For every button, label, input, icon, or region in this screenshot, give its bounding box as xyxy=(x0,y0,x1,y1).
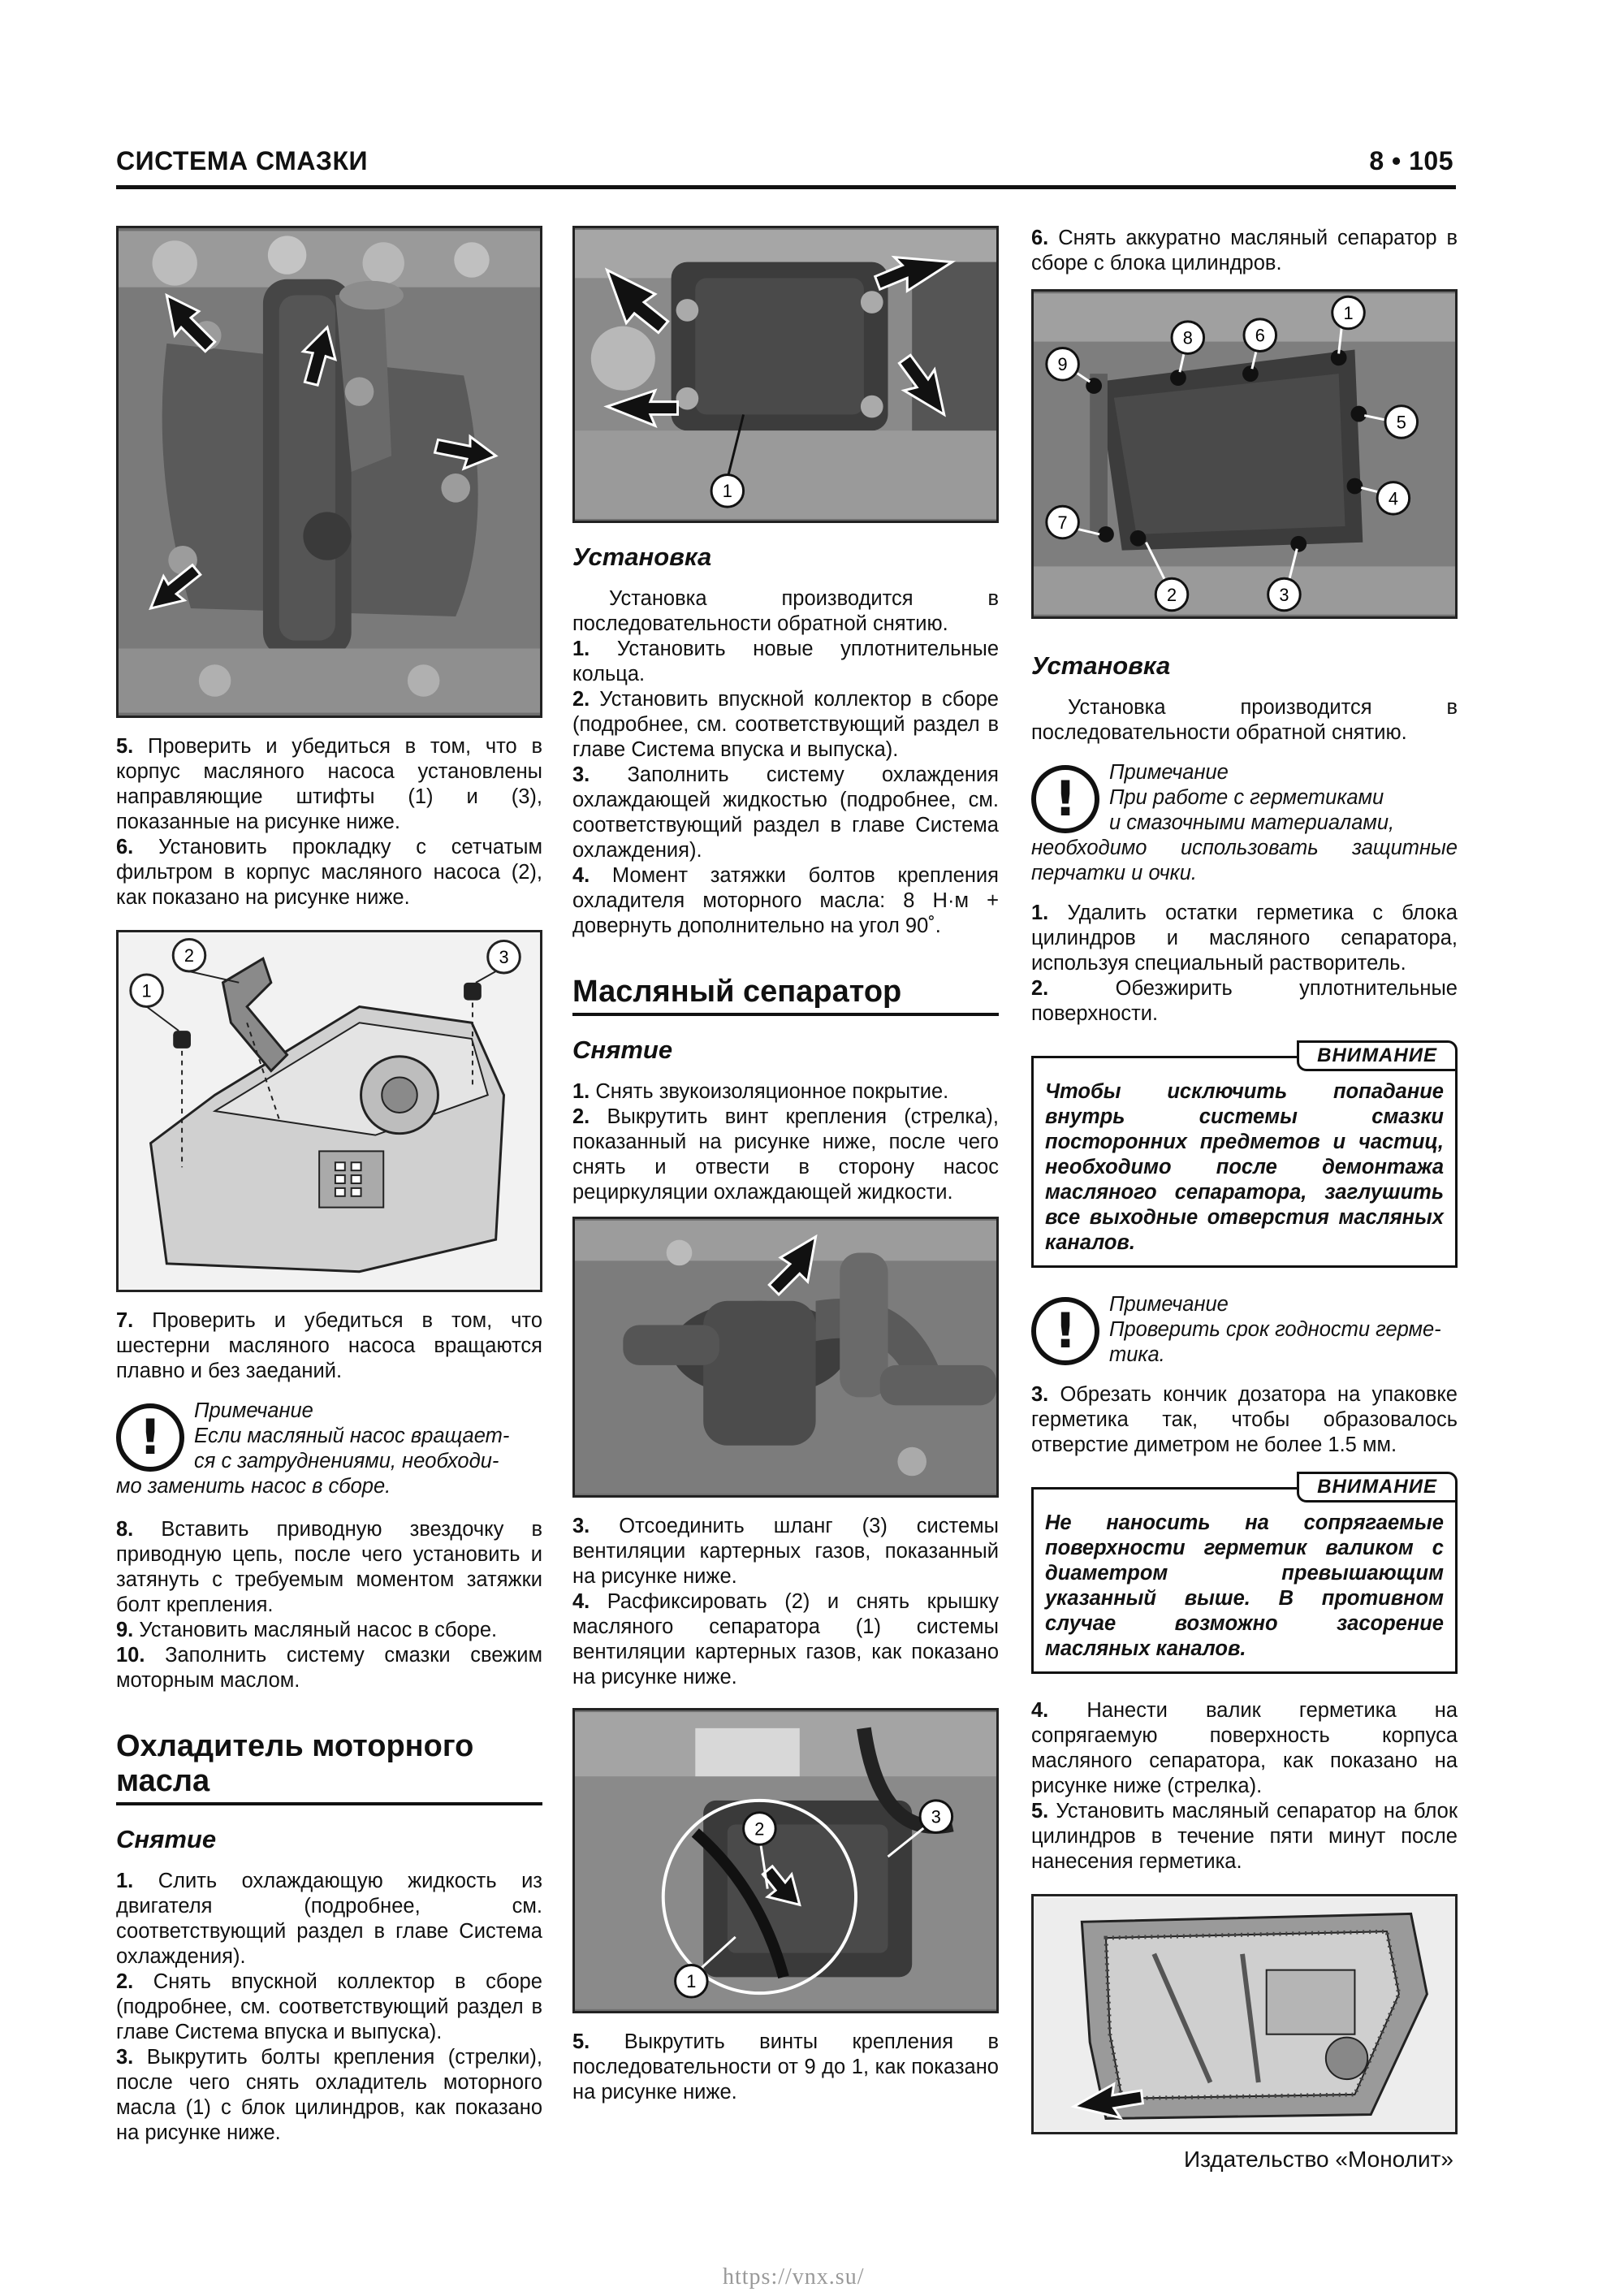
figure-coolant-pump xyxy=(572,1217,999,1498)
figure-sealant-bead xyxy=(1031,1894,1458,2134)
step-number: 2. xyxy=(1031,977,1049,1000)
callout-2: 2 xyxy=(1166,584,1177,605)
install-intro: Установка производится в последовательности обратной снятию. xyxy=(572,587,999,635)
column-2 xyxy=(572,226,999,2105)
step-number: 3. xyxy=(572,763,590,786)
step-number: 2. xyxy=(572,1105,590,1128)
step-text: Установить прокладку с сетчатым фильтром в корпус масляного насоса (2), как показано на рисунке ниже. xyxy=(116,836,542,909)
callout-4: 4 xyxy=(1388,488,1398,509)
step-number: 9. xyxy=(116,1619,134,1641)
step-text: Слить охлаждающую жидкость из двигателя (подробнее, см. соответствующий раздел в главе Система охлаждения). xyxy=(116,1870,542,1968)
step-text: Выкрутить болты крепления (стрелки), после чего снять охладитель моторного масла (1) с блок цилиндров, как показано на рисунке ниже. xyxy=(116,2046,542,2144)
coolant-pump-photo xyxy=(575,1219,996,1495)
callout-3: 3 xyxy=(931,1806,941,1827)
note-line: Если масляный насос вращает- xyxy=(194,1425,510,1447)
step-text: Вставить приводную звездочку в приводную цепь, после чего установить и затянуть с требуемым моментом затяжки болт крепления. xyxy=(116,1518,542,1616)
sealant-bead-drawing xyxy=(1034,1896,1455,2132)
step-text: Отсоединить шланг (3) системы вентиляции картерных газов, показанный на рисунке ниже. xyxy=(572,1515,999,1588)
source-url[interactable]: https://vnx.su/ xyxy=(723,2264,865,2290)
step-number: 3. xyxy=(1031,1383,1049,1406)
step-number: 6. xyxy=(1031,227,1049,249)
step-number: 5. xyxy=(116,735,134,758)
note-title: Примечание xyxy=(194,1399,313,1422)
callout-5: 5 xyxy=(1396,412,1406,433)
callout-2: 2 xyxy=(184,945,195,966)
figure-pump-gasket xyxy=(116,930,542,1292)
exclamation-icon: ! xyxy=(1031,1297,1099,1365)
warning-box xyxy=(1031,1044,1458,1268)
step-text: Нанести валик герметика на сопрягаемую поверхность корпуса масляного сепаратора, как показано на рисунке ниже (стрелка). xyxy=(1031,1699,1458,1797)
publisher-name: Издательство «Монолит» xyxy=(1183,2147,1453,2172)
step-text: Заполнить систему охлаждения охлаждающей жидкостью (подробнее, см. соответствующий раздел в главе Система охлаждения). xyxy=(572,763,999,862)
step-text: Момент затяжки болтов крепления охладителя моторного масла: 8 Н·м + довернуть дополнительно на угол 90˚. xyxy=(572,864,999,937)
step-number: 4. xyxy=(572,864,590,887)
pump-gasket-drawing xyxy=(119,932,540,1290)
callout-8: 8 xyxy=(1182,327,1193,348)
note-line: необходимо использовать защитные перчатки и очки. xyxy=(1031,837,1458,884)
note-line: ся с затруднениями, необходи- xyxy=(194,1450,499,1472)
step-text: Проверить и убедиться в том, что в корпус масляного насоса установлены направляющие штифты (1) и (3), показанные на рисунке ниже. xyxy=(116,735,542,833)
subheading-removal: Снятие xyxy=(116,1825,217,1853)
step-text: Заполнить систему смазки свежим моторным маслом. xyxy=(116,1644,542,1692)
callout-1: 1 xyxy=(722,481,732,502)
step-number: 1. xyxy=(572,1080,590,1103)
install-intro: Установка производится в последовательности обратной снятию. xyxy=(1031,696,1458,744)
figure-separator-cover xyxy=(572,1708,999,2013)
note-box xyxy=(1031,1292,1458,1368)
step-number: 5. xyxy=(572,2030,590,2053)
step-text: Снять впускной коллектор в сборе (подробнее, см. соответствующий раздел в главе Система впуска и выпуска). xyxy=(116,1970,542,2043)
step-text: Установить масляный сепаратор на блок цилиндров в течение пяти минут после нанесения герметика. xyxy=(1031,1800,1458,1873)
section-title: СИСТЕМА СМАЗКИ xyxy=(116,146,368,175)
note-box xyxy=(1031,760,1458,886)
step-number: 2. xyxy=(116,1970,134,1993)
step-number: 8. xyxy=(116,1518,134,1541)
step-number: 1. xyxy=(116,1870,134,1892)
step-text: Установить масляный насос в сборе. xyxy=(133,1619,498,1641)
figure-separator-bolts xyxy=(1031,289,1458,619)
oil-pump-housing-photo xyxy=(119,228,540,716)
page-number: 8 • 105 xyxy=(1369,146,1453,175)
warning-label: ВНИМАНИЕ xyxy=(1297,1472,1458,1503)
step-number: 4. xyxy=(1031,1699,1049,1722)
heading-oil-cooler: Охладитель моторного масла xyxy=(116,1729,542,1805)
heading-oil-separator: Масляный сепаратор xyxy=(572,975,999,1016)
header-rule xyxy=(116,185,1456,189)
step-text: Снять звукоизоляционное покрытие. xyxy=(590,1080,949,1103)
step-text: Установить впускной коллектор в сборе (подробнее, см. соответствующий раздел в главе Система впуска и выпуска). xyxy=(572,688,999,761)
separator-cover-photo xyxy=(575,1710,996,2011)
exclamation-icon: ! xyxy=(1031,765,1099,833)
note-title: Примечание xyxy=(1109,761,1229,784)
column-1 xyxy=(116,226,542,2146)
note-line: Проверить срок годности герме- xyxy=(1109,1318,1441,1341)
step-number: 5. xyxy=(1031,1800,1049,1823)
callout-6: 6 xyxy=(1255,325,1265,346)
callout-9: 9 xyxy=(1057,354,1068,375)
step-text: Выкрутить винт крепления (стрелка), показанный на рисунке ниже, после чего снять и отвести в сторону насос рециркуляции охлаждающей жидкости. xyxy=(572,1105,999,1204)
note-title: Примечание xyxy=(1109,1293,1229,1316)
callout-1: 1 xyxy=(1343,302,1354,323)
callout-3: 3 xyxy=(1279,584,1289,605)
callout-1: 1 xyxy=(686,1971,697,1992)
note-line: и смазочными материалами, xyxy=(1109,811,1395,834)
oil-cooler-photo xyxy=(575,228,996,521)
figure-oil-pump-housing xyxy=(116,226,542,718)
warning-text: Не наносить на сопрягаемые поверхности герметик валиком с диаметром превышающим указанный выше. В противном случае возможно засорение масляных каналов. xyxy=(1045,1511,1444,1660)
step-text: Снять аккуратно масляный сепаратор в сборе с блока цилиндров. xyxy=(1031,227,1458,275)
exclamation-icon: ! xyxy=(116,1403,184,1472)
step-text: Обезжирить уплотнительные поверхности. xyxy=(1031,977,1458,1025)
callout-2: 2 xyxy=(754,1818,765,1840)
step-number: 1. xyxy=(1031,902,1049,924)
note-line: мо заменить насос в сборе. xyxy=(116,1475,391,1498)
callout-1: 1 xyxy=(141,980,152,1001)
note-line: тика. xyxy=(1109,1343,1165,1366)
callout-7: 7 xyxy=(1057,512,1068,533)
figure-oil-cooler xyxy=(572,226,999,523)
separator-bolts-photo xyxy=(1034,292,1455,616)
subheading-install: Установка xyxy=(572,543,712,571)
callout-3: 3 xyxy=(499,947,509,968)
step-text: Расфиксировать (2) и снять крышку масляного сепаратора (1) системы вентиляции картерных газов, как показано на рисунке ниже. xyxy=(572,1590,999,1688)
step-text: Удалить остатки герметика с блока цилиндров и масляного сепаратора, используя специальный растворитель. xyxy=(1031,902,1458,975)
step-text: Проверить и убедиться в том, что шестерни масляного насоса вращаются плавно и без заеданий. xyxy=(116,1309,542,1382)
step-number: 3. xyxy=(116,2046,134,2069)
warning-box xyxy=(1031,1476,1458,1674)
step-number: 2. xyxy=(572,688,590,711)
step-number: 3. xyxy=(572,1515,590,1537)
step-number: 4. xyxy=(572,1590,590,1613)
warning-label: ВНИМАНИЕ xyxy=(1297,1040,1458,1071)
note-line: При работе с герметиками xyxy=(1109,786,1384,809)
step-number: 10. xyxy=(116,1644,145,1667)
subheading-install: Установка xyxy=(1031,651,1171,680)
column-3 xyxy=(1031,226,1458,2151)
step-text: Обрезать кончик дозатора на упаковке герметика так, чтобы образовалось отверстие диметром не более 1.5 мм. xyxy=(1031,1383,1458,1456)
step-number: 7. xyxy=(116,1309,134,1332)
note-box xyxy=(116,1399,542,1499)
subheading-removal: Снятие xyxy=(572,1036,673,1064)
step-text: Установить новые уплотнительные кольца. xyxy=(572,638,999,685)
step-text: Выкрутить винты крепления в последовательности от 9 до 1, как показано на рисунке ниже. xyxy=(572,2030,999,2104)
step-number: 6. xyxy=(116,836,134,858)
warning-text: Чтобы исключить попадание внутрь системы смазки посторонних предметов и частиц, необходимо после демонтажа масляного сепаратора, заглушить все выходные отверстия масляных каналов. xyxy=(1045,1080,1444,1254)
step-number: 1. xyxy=(572,638,590,660)
